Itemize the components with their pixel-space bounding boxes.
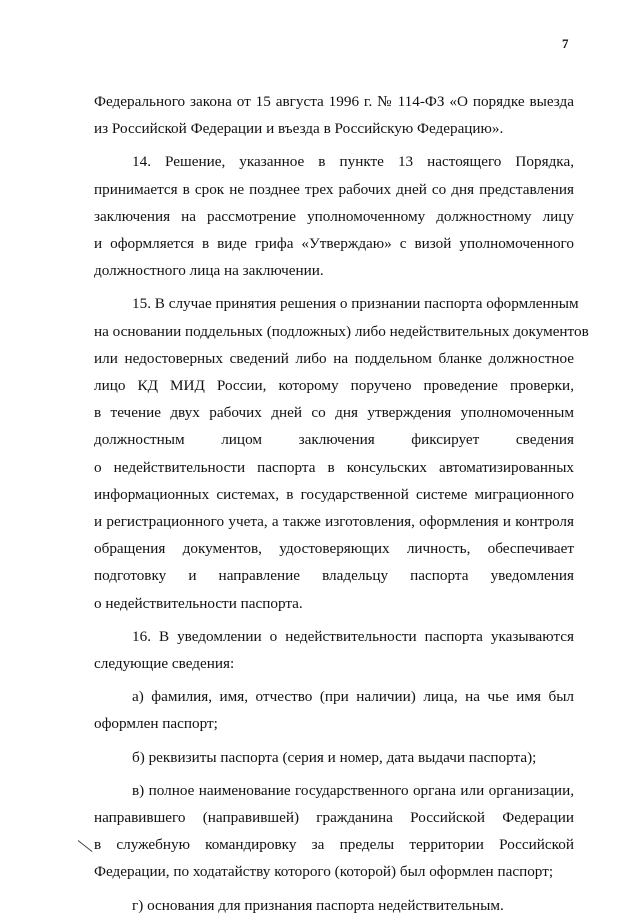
text-line: и оформляется в виде грифа «Утверждаю» с визой уполномоченного: [94, 235, 574, 253]
text-line: в служебную командировку за пределы территории Российской: [94, 836, 574, 854]
text-line: 14. Решение, указанное в пункте 13 настоящего Порядка,: [132, 153, 574, 171]
text-line: о недействительности паспорта.: [94, 594, 303, 612]
text-line: в течение двух рабочих дней со дня утверждения уполномоченным: [94, 404, 574, 422]
text-line: 15. В случае принятия решения о признании паспорта оформленным: [132, 295, 579, 313]
page-number: 7: [562, 36, 569, 51]
text-line: из Российской Федерации и въезда в Российскую Федерацию».: [94, 120, 504, 138]
text-line: на основании поддельных (подложных) либо недействительных документов: [94, 322, 589, 340]
text-line: должностным лицом заключения фиксирует сведения: [94, 431, 574, 449]
text-line: о недействительности паспорта в консульских автоматизированных: [94, 458, 574, 476]
text-line: должностного лица на заключении.: [94, 262, 324, 280]
text-line: Федерации, по ходатайству которого (которой) был оформлен паспорт;: [94, 863, 554, 881]
text-line: б) реквизиты паспорта (серия и номер, дата выдачи паспорта);: [132, 748, 537, 766]
scan-mark: [78, 840, 93, 852]
paragraph-item-14: [94, 148, 574, 284]
text-line: в) полное наименование государственного органа или организации,: [132, 781, 574, 799]
text-line: а) фамилия, имя, отчество (при наличии) лица, на чье имя был: [132, 688, 574, 706]
text-line: направившего (направившей) гражданина Российской Федерации: [94, 809, 574, 827]
text-line: заключения на рассмотрение уполномоченному должностному лицу: [94, 207, 574, 225]
text-line: обращения документов, удостоверяющих личность, обеспечивает: [94, 540, 574, 558]
paragraph-continuation: [94, 88, 574, 142]
paragraph-item-15: [94, 290, 589, 616]
subitem-g: [94, 892, 574, 919]
subitem-v: [94, 777, 574, 886]
text-line: лицо КД МИД России, которому поручено проведение проверки,: [94, 377, 574, 395]
document-body: [94, 88, 589, 919]
text-line: г) основания для признания паспорта недействительным.: [132, 896, 504, 914]
text-line: следующие сведения:: [94, 655, 235, 673]
text-line: оформлен паспорт;: [94, 715, 218, 733]
text-line: информационных системах, в государственной системе миграционного: [94, 485, 574, 503]
subitem-b: [94, 744, 574, 771]
paragraph-item-16: [94, 623, 574, 677]
text-line: подготовку и направление владельцу паспорта уведомления: [94, 567, 574, 585]
text-line: Федерального закона от 15 августа 1996 г. № 114-ФЗ «О порядке выезда: [94, 93, 574, 110]
text-line: принимается в срок не позднее трех рабочих дней со дня представления: [94, 180, 574, 198]
subitem-a: [94, 683, 574, 737]
text-line: и регистрационного учета, а также изготовления, оформления и контроля: [94, 513, 574, 531]
text-line: 16. В уведомлении о недействительности паспорта указываются: [132, 627, 574, 645]
text-line: или недостоверных сведений либо на поддельном бланке должностное: [94, 349, 574, 367]
